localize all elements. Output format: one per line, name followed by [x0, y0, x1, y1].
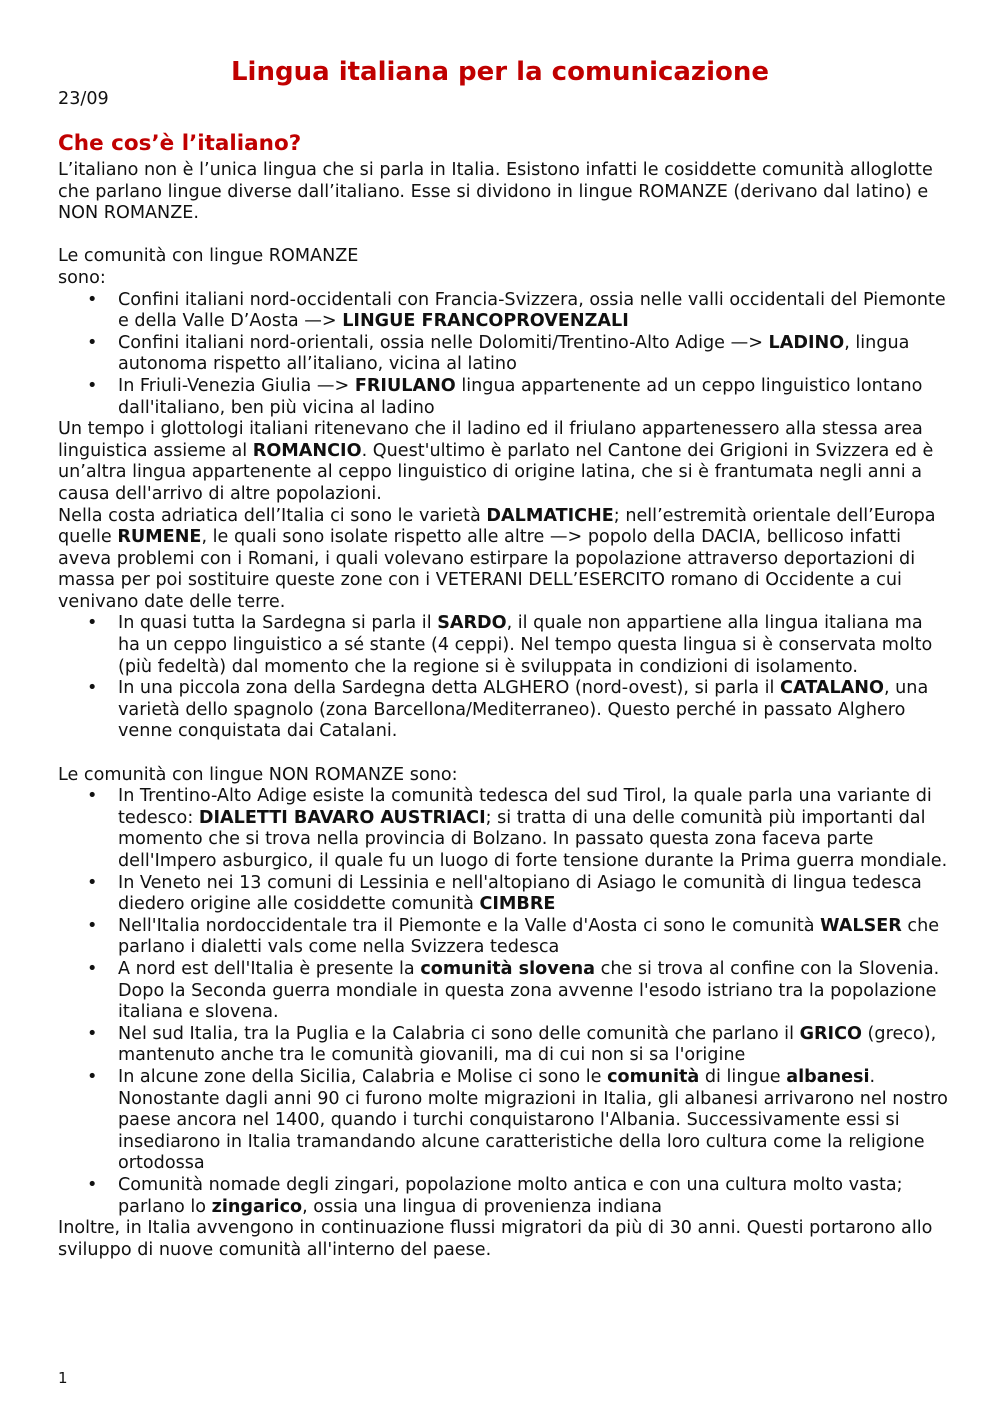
- bullet-icon: •: [87, 786, 98, 807]
- bullet-icon: •: [87, 613, 98, 634]
- closing-paragraph: Inoltre, in Italia avvengono in continuazione flussi migratori da più di 30 anni. Questi portarono allo sviluppo di nuove comunità all'interno del paese.: [58, 1218, 933, 1260]
- list-item: • Confini italiani nord-occidentali con Francia-Svizzera, ossia nelle valli occidentali del Piemonte e della Valle D’Aosta —> LINGUE FRANCOPROVENZALI: [87, 289, 946, 332]
- list-item: • In alcune zone della Sicilia, Calabria e Molise ci sono le comunità di lingue albanesi. Nonostante dagli anni 90 ci furono molte migrazioni in Italia, gli albanesi arrivarono nel nostro paese ancora nel 1400, quando i turchi conquistarono l'Albania. Successivamente essi si insediarono in Italia tramandando alcune caratteristiche della loro cultura come la religione ortodossa: [87, 1066, 948, 1174]
- list-item: • Nell'Italia nordoccidentale tra il Piemonte e la Valle d'Aosta ci sono le comunità WALSER che parlano i dialetti vals come nella Svizzera tedesca: [87, 915, 940, 958]
- bullet-icon: •: [87, 375, 98, 396]
- bullet-icon: •: [87, 332, 98, 353]
- list-item: • Confini italiani nord-orientali, ossia nelle Dolomiti/Trentino-Alto Adige —> LADINO, lingua autonoma rispetto all’italiano, vicina al latino: [87, 332, 910, 375]
- dalmatiche-paragraph: Nella costa adriatica dell’Italia ci sono le varietà DALMATICHE; nell’estremità orientale dell’Europa quelle RUMENE, le quali sono isolate rispetto alle altre —> popolo della DACIA, bellicoso infatti aveva problemi con i Romani, i quali volevano estirpare la popolazione attraverso deportazioni di massa per poi sostituire queste zone con i VETERANI DELL’ESERCITO romano di Occidente a cui venivano date delle terre.: [58, 505, 936, 612]
- romanze-list: [58, 290, 948, 420]
- non-romanze-heading: Le comunità con lingue NON ROMANZE sono:: [58, 764, 458, 785]
- bullet-icon: •: [87, 1066, 98, 1087]
- list-item: • In una piccola zona della Sardegna detta ALGHERO (nord-ovest), si parla il CATALANO, una varietà dello spagnolo (zona Barcellona/Mediterraneo). Questo perché in passato Alghero venne conquistata dai Catalani.: [87, 678, 929, 742]
- romanze-heading: [58, 246, 948, 289]
- bullet-icon: •: [87, 289, 98, 310]
- romancio-paragraph: Un tempo i glottologi italiani ritenevano che il ladino ed il friulano appartenessero alla stessa area linguistica assieme al ROMANCIO. Quest'ultimo è parlato nel Cantone dei Grigioni in Svizzera ed è un’altra lingua appartenente al ceppo linguistico di origine latina, che si è frantumata negli anni a causa dell'arrivo di altre popolazioni.: [58, 419, 934, 504]
- bullet-icon: •: [87, 678, 98, 699]
- list-item: • Comunità nomade degli zingari, popolazione molto antica e con una cultura molto vasta; parlano lo zingarico, ossia una lingua di provenienza indiana: [87, 1174, 903, 1217]
- document-body: [58, 160, 948, 1261]
- list-item: • In Trentino-Alto Adige esiste la comunità tedesca del sud Tirol, la quale parla una variante di tedesco: DIALETTI BAVARO AUSTRIACI; si tratta di una delle comunità più importanti dal momento che si trova nella provincia di Bolzano. In passato questa zona faceva parte dell'Impero asburgico, il quale fu un luogo di forte tensione durante la Prima guerra mondiale.: [87, 786, 948, 871]
- document-date: 23/09: [58, 89, 109, 109]
- list-item: • In Veneto nei 13 comuni di Lessinia e nell'altopiano di Asiago le comunità di lingua tedesca diedero origine alle cosiddette comunità CIMBRE: [87, 872, 922, 915]
- list-item: • In quasi tutta la Sardegna si parla il SARDO, il quale non appartiene alla lingua italiana ma ha un ceppo linguistico a sé stante (4 ceppi). Nel tempo questa lingua si è conservata molto (più fedeltà) dal momento che la regione si è sviluppata in condizioni di isolamento.: [87, 613, 933, 677]
- document-title: Lingua italiana per la comunicazione: [230, 57, 769, 87]
- list-item: • In Friuli-Venezia Giulia —> FRIULANO lingua appartenente ad un ceppo linguistico lontano dall'italiano, ben più vicina al ladino: [87, 375, 923, 418]
- romanze-heading-line1: Le comunità con lingue ROMANZE: [58, 246, 359, 267]
- intro-paragraph: L’italiano non è l’unica lingua che si parla in Italia. Esistono infatti le cosiddette comunità alloglotte che parlano lingue diverse dall’italiano. Esse si dividono in lingue ROMANZE (derivano dal latino) e NON ROMANZE.: [58, 160, 933, 224]
- bullet-icon: •: [87, 958, 98, 979]
- bullet-icon: •: [87, 1174, 98, 1195]
- bullet-icon: •: [87, 1023, 98, 1044]
- romanze-heading-line2: sono:: [58, 267, 106, 288]
- bullet-icon: •: [87, 872, 98, 893]
- sardegna-list: [58, 613, 948, 743]
- bullet-icon: •: [87, 915, 98, 936]
- list-item: • A nord est dell'Italia è presente la comunità slovena che si trova al confine con la Slovenia. Dopo la Seconda guerra mondiale in questa zona avvenne l'esodo istriano tra la popolazione italiana e slovena.: [87, 958, 940, 1023]
- non-romanze-list: [58, 786, 948, 1218]
- list-item: • Nel sud Italia, tra la Puglia e la Calabria ci sono delle comunità che parlano il GRICO (greco), mantenuto anche tra le comunità giovanili, ma di cui non si sa l'origine: [87, 1023, 937, 1066]
- section-heading: Che cos’è l’italiano?: [58, 131, 302, 156]
- page-number: 1: [58, 1369, 68, 1387]
